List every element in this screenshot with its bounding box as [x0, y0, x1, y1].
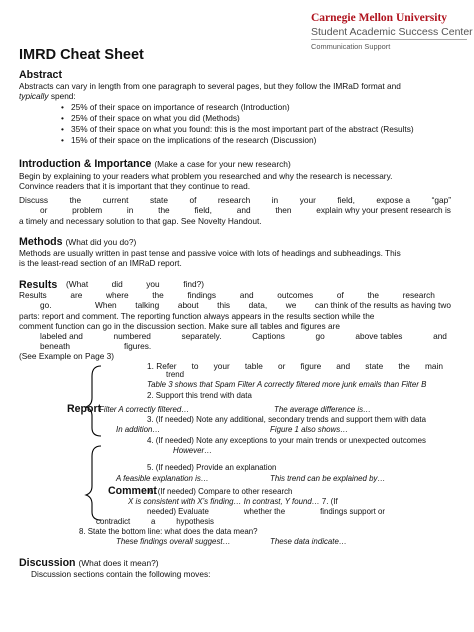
- bullet-dot: •: [61, 135, 64, 145]
- word: field,: [194, 205, 212, 215]
- comment-label: Comment: [108, 485, 157, 497]
- report-example: In addition…: [116, 425, 161, 434]
- word: and: [239, 290, 254, 300]
- report-step: 2. Support this trend with data: [147, 391, 252, 400]
- word: you: [146, 279, 160, 289]
- word: separately.: [181, 331, 222, 341]
- word: labeled and: [40, 331, 83, 341]
- discussion-line: Discussion sections contain the following moves:: [31, 569, 211, 579]
- bullet-dot: •: [61, 124, 64, 134]
- methods-subheading: (What did you do?): [65, 237, 137, 247]
- word: whether the: [243, 507, 286, 516]
- word: about: [177, 300, 199, 310]
- word: your: [299, 195, 316, 205]
- report-example: The average difference is…: [274, 405, 371, 414]
- word: contradict: [96, 517, 131, 526]
- bullet-dot: •: [61, 102, 64, 112]
- comment-example: These findings overall suggest…: [116, 537, 231, 546]
- word: in: [126, 205, 134, 215]
- comment-step: 6. (If needed) Compare to other research: [149, 487, 293, 496]
- results-line: figures.: [124, 341, 152, 351]
- word: a: [151, 517, 156, 526]
- results-heading: Results: [19, 279, 58, 291]
- intro-line-justified: [19, 195, 451, 206]
- results-line: beneath: [40, 341, 70, 351]
- methods-heading: [19, 236, 136, 248]
- comment-example-line: [128, 497, 338, 507]
- word: the: [152, 290, 164, 300]
- university-name: Carnegie Mellon University: [311, 12, 448, 24]
- word: state: [365, 361, 384, 371]
- word: find?): [183, 279, 204, 289]
- intro-subheading: (Make a case for your new research): [154, 159, 291, 169]
- word: hypothesis: [176, 517, 214, 526]
- word: state: [149, 195, 168, 205]
- intro-line-justified: [40, 205, 451, 216]
- comment-example: These data indicate…: [270, 537, 347, 546]
- comment-step: 7. (If: [321, 497, 338, 506]
- report-example: Filter A correctly filtered…: [99, 405, 190, 414]
- results-line-justified: [95, 300, 451, 311]
- word: to: [191, 361, 199, 371]
- word: data,: [248, 300, 268, 310]
- comment-step-justified: [96, 517, 214, 527]
- list-item: 25% of their space on what you did (Methods): [71, 113, 240, 123]
- word: your: [213, 361, 230, 371]
- report-step: 3. (If needed) Note any additional, secondary trends and support them with data: [147, 415, 426, 424]
- word: of: [189, 195, 197, 205]
- word: findings: [187, 290, 217, 300]
- comment-example: This trend can be explained by…: [270, 474, 386, 483]
- comment-step: 8. State the bottom line: what does the data mean?: [79, 527, 258, 536]
- comment-example: X is consistent with X’s finding… In contrast, Y found…: [128, 497, 322, 506]
- word: current: [102, 195, 129, 205]
- intro-heading: [19, 158, 291, 170]
- word: research: [217, 195, 251, 205]
- report-example: Figure 1 also shows…: [270, 425, 349, 434]
- list-item: 25% of their space on importance of research (Introduction): [71, 102, 290, 112]
- methods-line: is the least-read section of an IMRaD report.: [19, 258, 182, 268]
- report-example: Table 3 shows that Spam Filter A correctly filtered more junk emails than Filter B: [147, 380, 427, 389]
- list-item: 35% of their space on what you found: this is the most important part of the abstract (Results): [71, 124, 414, 134]
- discussion-heading: [19, 557, 159, 569]
- word: expose a: [376, 195, 411, 205]
- word: (What: [66, 279, 89, 289]
- word: 1. Refer: [147, 361, 177, 371]
- word: figure: [300, 361, 322, 371]
- word: the: [367, 290, 379, 300]
- comment-step-justified: [147, 507, 385, 517]
- word: table: [244, 361, 263, 371]
- word: this: [217, 300, 231, 310]
- word: Captions: [252, 331, 285, 341]
- word: or: [277, 361, 286, 371]
- results-line-start: go.: [40, 300, 52, 310]
- word: needed) Evaluate: [147, 507, 209, 516]
- word: where: [105, 290, 129, 300]
- abstract-heading: Abstract: [19, 69, 62, 81]
- report-step: trend: [166, 370, 184, 379]
- header-divider: [311, 39, 467, 40]
- word: go: [315, 331, 325, 341]
- word: Discuss: [19, 195, 49, 205]
- report-step: 4. (If needed) Note any exceptions to your main trends or unexpected outcomes: [147, 436, 426, 445]
- intro-heading-text: Introduction & Importance: [19, 158, 152, 170]
- word: Results: [19, 290, 47, 300]
- results-line: (See Example on Page 3): [19, 351, 115, 361]
- word: can think of the results as having two: [314, 300, 451, 310]
- word: numbered: [113, 331, 151, 341]
- word: findings support or: [320, 507, 385, 516]
- discussion-subheading: (What does it mean?): [78, 558, 159, 568]
- intro-line: Begin by explaining to your readers what problem you researched and why the research is necessary.: [19, 171, 393, 181]
- word: we: [285, 300, 297, 310]
- word: and: [236, 205, 251, 215]
- department-name: Communication Support: [311, 42, 391, 51]
- intro-line: Convince readers that it is important that they continue to read.: [19, 181, 251, 191]
- abstract-line: Abstracts can vary in length from one paragraph to several pages, but they follow the IMRaD format and: [19, 81, 401, 91]
- report-step-justified: [147, 361, 443, 372]
- word: above tables: [355, 331, 403, 341]
- results-line-justified: [40, 331, 447, 342]
- word: problem: [72, 205, 103, 215]
- report-label: Report: [67, 403, 102, 415]
- results-line: comment function can go in the discussion section. Make sure all tables and figures are: [19, 321, 340, 331]
- results-subheading: [66, 279, 204, 290]
- word: the: [69, 195, 82, 205]
- comment-step: 5. (If needed) Provide an explanation: [147, 463, 277, 472]
- abstract-emphasis: typically: [19, 91, 49, 101]
- word: the: [158, 205, 170, 215]
- bullet-dot: •: [61, 113, 64, 123]
- word: the: [398, 361, 410, 371]
- word: then: [275, 205, 292, 215]
- word: outcomes: [277, 290, 314, 300]
- abstract-line: [19, 91, 76, 102]
- word: or: [40, 205, 48, 215]
- word: When: [95, 300, 117, 310]
- intro-line: a timely and necessary solution to that gap. See Novelty Handout.: [19, 216, 262, 226]
- word: did: [111, 279, 123, 289]
- word: in: [271, 195, 279, 205]
- word: field,: [337, 195, 355, 205]
- word: are: [70, 290, 83, 300]
- list-item: 15% of their space on the implications of the research (Discussion): [71, 135, 317, 145]
- discussion-heading-text: Discussion: [19, 557, 76, 569]
- word: of: [336, 290, 344, 300]
- word: and: [433, 331, 447, 341]
- comment-example: A feasible explanation is…: [116, 474, 209, 483]
- page-title: IMRD Cheat Sheet: [19, 47, 144, 63]
- methods-line: Methods are usually written in past tense and passive voice with lots of headings and subheadings. This: [19, 248, 401, 258]
- results-line: parts: report and comment. The reporting function always appears in the results section while the: [19, 311, 375, 321]
- abstract-line-rest: spend:: [48, 91, 76, 101]
- word: “gap”: [431, 195, 451, 205]
- word: and: [336, 361, 351, 371]
- methods-heading-text: Methods: [19, 236, 63, 248]
- word: main: [424, 361, 443, 371]
- word: explain why your present research is: [316, 205, 451, 215]
- results-line-justified: [19, 290, 435, 301]
- center-name: Student Academic Success Center: [311, 26, 473, 38]
- report-example: However…: [173, 446, 213, 455]
- word: research: [402, 290, 435, 300]
- word: talking: [135, 300, 160, 310]
